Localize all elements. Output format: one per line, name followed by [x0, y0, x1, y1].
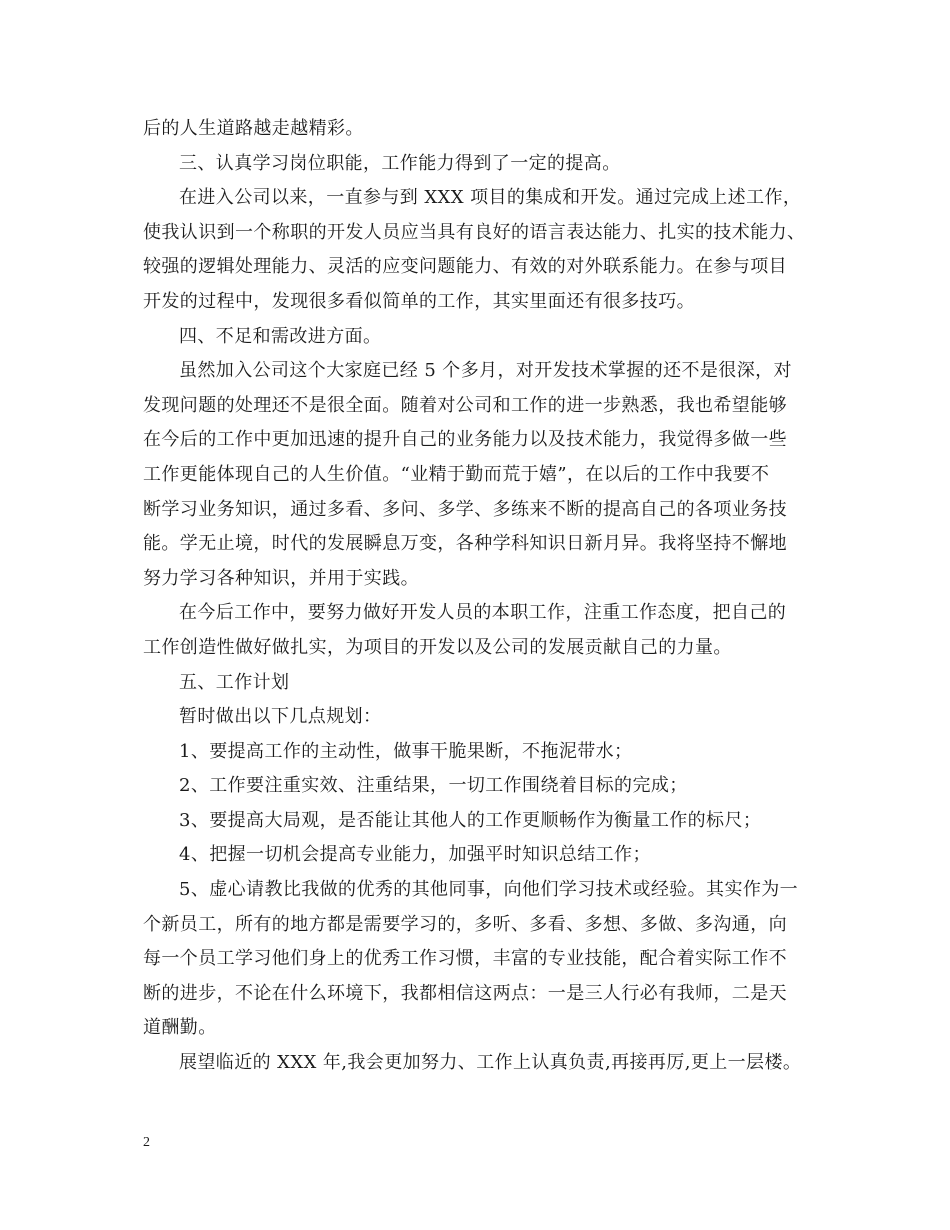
- text-line: 断学习业务知识，通过多看、多问、多学、多练来不断的提高自己的各项业务技: [143, 498, 787, 520]
- text-line: 5、虚心请教比我做的优秀的其他同事，向他们学习技术或经验。其实作为一: [179, 879, 799, 901]
- text-line: 五、工作计划: [179, 671, 290, 693]
- text-line: 在进入公司以来，一直参与到 XXX 项目的集成和开发。通过完成上述工作，: [179, 187, 802, 209]
- text-line: 后的人生道路越走越精彩。: [143, 118, 364, 139]
- text-line: 工作创造性做好做扎实，为项目的开发以及公司的发展贡献自己的力量。: [143, 636, 732, 658]
- text-line: 三、认真学习岗位职能，工作能力得到了一定的提高。: [179, 152, 621, 174]
- text-line: 在今后的工作中更加迅速的提升自己的业务能力以及技术能力，我觉得多做一些: [143, 429, 787, 451]
- text-line: 四、不足和需改进方面。: [179, 325, 382, 347]
- text-line: 使我认识到一个称职的开发人员应当具有良好的语言表达能力、扎实的技术能力、: [143, 221, 806, 243]
- page-number: 2: [143, 1135, 150, 1150]
- text-line: 道酬勤。: [143, 1017, 217, 1039]
- text-line: 暂时做出以下几点规划：: [179, 706, 382, 728]
- text-line: 断的进步，不论在什么环境下，我都相信这两点：一是三人行必有我师，二是天: [143, 982, 787, 1004]
- text-line: 能。学无止境，时代的发展瞬息万变，各种学科知识日新月异。我将坚持不懈地: [143, 533, 787, 555]
- text-line: 3、要提高大局观，是否能让其他人的工作更顺畅作为衡量工作的标尺；: [179, 809, 762, 831]
- text-line: 个新员工，所有的地方都是需要学习的，多听、多看、多想、多做、多沟通，向: [143, 913, 787, 935]
- text-line: 工作更能体现自己的人生价值。“业精于勤而荒于嬉”，在以后的工作中我要不: [143, 463, 770, 485]
- text-line: 1、要提高工作的主动性，做事干脆果断，不拖泥带水；: [179, 740, 633, 762]
- text-line: 2、工作要注重实效、注重结果，一切工作围绕着目标的完成；: [179, 775, 688, 797]
- text-line: 4、把握一切机会提高专业能力，加强平时知识总结工作；: [179, 844, 651, 866]
- body-text: [143, 112, 813, 1081]
- text-line: 努力学习各种知识，并用于实践。: [143, 567, 419, 589]
- text-line: 较强的逻辑处理能力、灵活的应变问题能力、有效的对外联系能力。在参与项目: [143, 256, 787, 278]
- text-line: 在今后工作中，要努力做好开发人员的本职工作，注重工作态度，把自己的: [179, 602, 787, 624]
- text-line: 开发的过程中，发现很多看似简单的工作，其实里面还有很多技巧。: [143, 290, 695, 312]
- text-line: 每一个员工学习他们身上的优秀工作习惯，丰富的专业技能，配合着实际工作不: [143, 948, 787, 970]
- text-line: 虽然加入公司这个大家庭已经 5 个多月，对开发技术掌握的还不是很深，对: [179, 360, 792, 382]
- text-line: 发现问题的处理还不是很全面。随着对公司和工作的进一步熟悉，我也希望能够: [143, 394, 787, 416]
- text-line: 展望临近的 XXX 年,我会更加努力、工作上认真负责,再接再厉,更上一层楼。: [179, 1052, 802, 1074]
